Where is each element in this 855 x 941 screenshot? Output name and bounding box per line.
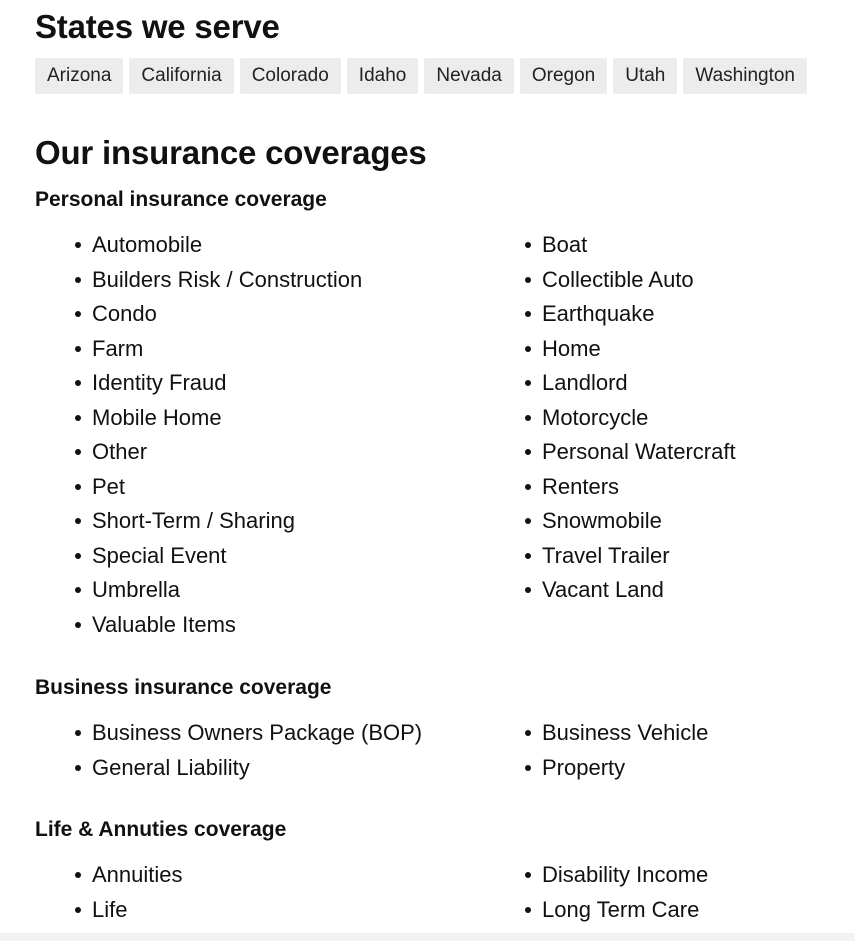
- business-coverage-list-right: [485, 716, 835, 785]
- business-coverage-item[interactable]: Business Owners Package (BOP): [35, 716, 485, 751]
- life-coverage-list-left: [35, 858, 485, 927]
- personal-coverage-item[interactable]: Condo: [35, 297, 485, 332]
- coverages-title: Our insurance coverages: [35, 134, 427, 171]
- state-chip[interactable]: Nevada: [424, 58, 514, 94]
- personal-coverage-item[interactable]: Boat: [485, 228, 835, 263]
- personal-coverage-item[interactable]: Special Event: [35, 539, 485, 574]
- state-chip[interactable]: Idaho: [347, 58, 419, 94]
- personal-coverage-item[interactable]: Automobile: [35, 228, 485, 263]
- personal-coverage-list-right: [485, 228, 835, 608]
- personal-coverage-item[interactable]: Earthquake: [485, 297, 835, 332]
- personal-coverage-list-left: [35, 228, 485, 642]
- life-coverage-item[interactable]: Long Term Care: [485, 893, 835, 928]
- personal-coverage-item[interactable]: Travel Trailer: [485, 539, 835, 574]
- personal-coverage-item[interactable]: Vacant Land: [485, 573, 835, 608]
- personal-coverage-item[interactable]: Mobile Home: [35, 401, 485, 436]
- personal-coverage-item[interactable]: Other: [35, 435, 485, 470]
- business-coverage-section: [35, 674, 835, 780]
- life-coverage-section: [35, 816, 835, 922]
- personal-coverage-item[interactable]: Farm: [35, 332, 485, 367]
- personal-coverage-heading: Personal insurance coverage: [35, 188, 327, 211]
- business-coverage-heading: Business insurance coverage: [35, 676, 332, 699]
- personal-coverage-item[interactable]: Identity Fraud: [35, 366, 485, 401]
- personal-coverage-item[interactable]: Renters: [485, 470, 835, 505]
- state-chip[interactable]: Washington: [683, 58, 807, 94]
- states-title: States we serve: [35, 8, 280, 45]
- state-chip[interactable]: Colorado: [240, 58, 341, 94]
- state-chip[interactable]: Utah: [613, 58, 677, 94]
- business-coverage-item[interactable]: General Liability: [35, 751, 485, 786]
- personal-coverage-item[interactable]: Motorcycle: [485, 401, 835, 436]
- page-bottom-edge: [0, 933, 855, 941]
- state-chip[interactable]: Oregon: [520, 58, 607, 94]
- personal-coverage-item[interactable]: Builders Risk / Construction: [35, 263, 485, 298]
- state-chip[interactable]: Arizona: [35, 58, 123, 94]
- personal-coverage-item[interactable]: Pet: [35, 470, 485, 505]
- personal-coverage-item[interactable]: Collectible Auto: [485, 263, 835, 298]
- life-coverage-list-right: [485, 858, 835, 927]
- business-coverage-item[interactable]: Business Vehicle: [485, 716, 835, 751]
- personal-coverage-item[interactable]: Valuable Items: [35, 608, 485, 643]
- life-coverage-item[interactable]: Annuities: [35, 858, 485, 893]
- business-coverage-list-left: [35, 716, 485, 785]
- state-chip[interactable]: California: [129, 58, 233, 94]
- personal-coverage-item[interactable]: Personal Watercraft: [485, 435, 835, 470]
- states-list: [35, 58, 807, 94]
- personal-coverage-item[interactable]: Short-Term / Sharing: [35, 504, 485, 539]
- life-coverage-heading: Life & Annuties coverage: [35, 818, 287, 841]
- personal-coverage-item[interactable]: Landlord: [485, 366, 835, 401]
- business-coverage-item[interactable]: Property: [485, 751, 835, 786]
- personal-coverage-section: [35, 186, 835, 637]
- personal-coverage-item[interactable]: Home: [485, 332, 835, 367]
- life-coverage-item[interactable]: Disability Income: [485, 858, 835, 893]
- personal-coverage-item[interactable]: Snowmobile: [485, 504, 835, 539]
- personal-coverage-item[interactable]: Umbrella: [35, 573, 485, 608]
- life-coverage-item[interactable]: Life: [35, 893, 485, 928]
